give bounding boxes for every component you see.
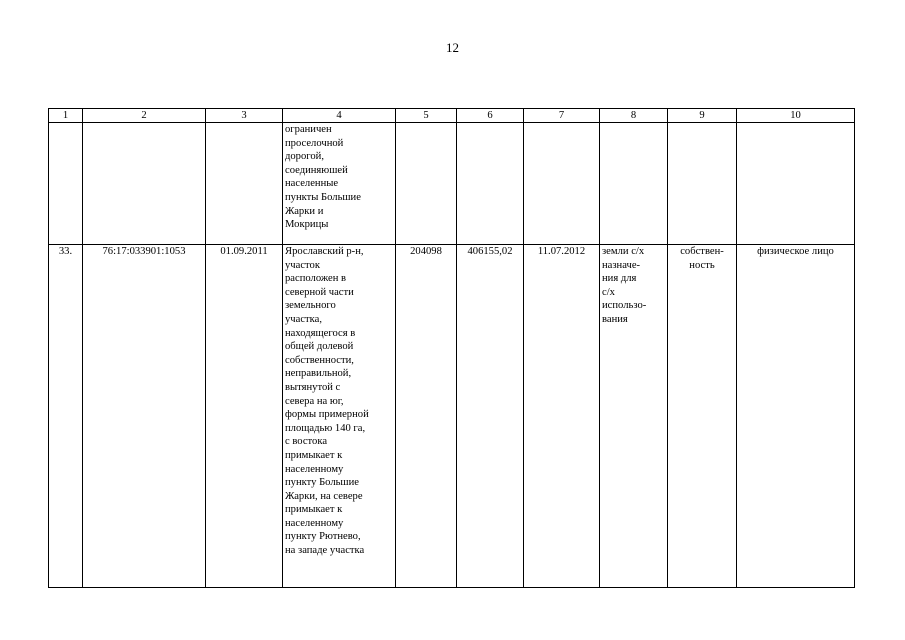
- header-col-2: 2: [83, 109, 206, 123]
- header-row: [49, 109, 855, 123]
- cell-value-date: 11.07.2012: [524, 245, 600, 588]
- header-col-7: 7: [524, 109, 600, 123]
- cell-empty: [457, 123, 524, 245]
- cell-empty: [206, 123, 283, 245]
- cell-empty: [396, 123, 457, 245]
- cell-cadastral-value: 406155,02: [457, 245, 524, 588]
- header-col-4: 4: [283, 109, 396, 123]
- table-row: [49, 245, 855, 588]
- cell-description: Ярославский р-н, участок расположен в северной части земельного участка, находящегося в общей долевой собственности, неправильной, вытянутой с севера на юг, формы примерной площадью 140 га, с востока примыкает к населенному пункту Большие Жарки, на севере примыкает к населенному пункту Рютнево, на западе участка: [283, 245, 396, 588]
- header-col-8: 8: [600, 109, 668, 123]
- cell-empty: [83, 123, 206, 245]
- cell-empty: [600, 123, 668, 245]
- cell-empty: [49, 123, 83, 245]
- header-col-5: 5: [396, 109, 457, 123]
- cell-land-category: земли с/х назначе- ния для с/х использо- вания: [600, 245, 668, 588]
- cell-area: 204098: [396, 245, 457, 588]
- page-number: 12: [446, 40, 459, 55]
- cell-cadastral-number: 76:17:033901:1053: [83, 245, 206, 588]
- cell-right-type: собствен- ность: [668, 245, 737, 588]
- cell-empty: [668, 123, 737, 245]
- header-col-9: 9: [668, 109, 737, 123]
- cell-owner: физическое лицо: [737, 245, 855, 588]
- header-col-6: 6: [457, 109, 524, 123]
- cell-registration-date: 01.09.2011: [206, 245, 283, 588]
- header-col-10: 10: [737, 109, 855, 123]
- registry-table: [48, 108, 855, 588]
- cell-empty: [737, 123, 855, 245]
- header-col-1: 1: [49, 109, 83, 123]
- cell-description-continuation: ограничен проселочной дорогой, соединяюшей населенные пункты Большие Жарки и Мокрицы: [283, 123, 396, 245]
- table-row-continuation: [49, 123, 855, 245]
- header-col-3: 3: [206, 109, 283, 123]
- cell-row-number: 33.: [49, 245, 83, 588]
- cell-empty: [524, 123, 600, 245]
